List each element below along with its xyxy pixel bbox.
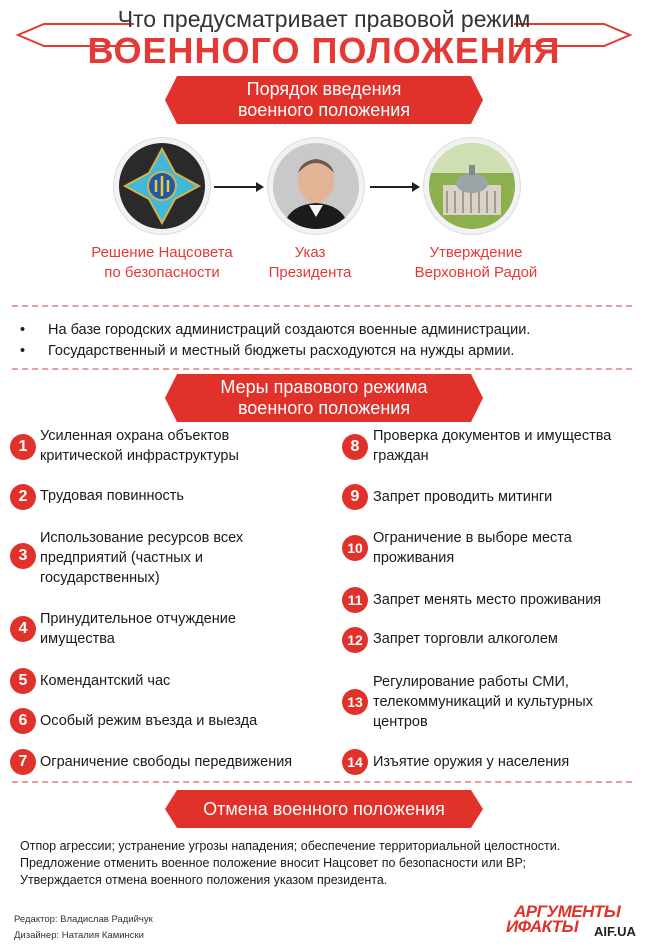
arrow-1 [214,180,264,198]
divider-2 [12,368,632,370]
number-badge: 6 [10,708,36,734]
banner-measures-line2: военного положения [237,398,411,418]
parliament-building [429,143,515,229]
number-badge: 5 [10,668,36,694]
step-parliament [424,138,520,234]
number-badge: 1 [10,434,36,460]
section-banner-measures [165,374,483,422]
emblem-icon [119,143,205,229]
number-badge: 8 [342,434,368,460]
number-badge: 14 [342,749,368,775]
bullet-2: • Государственный и местный бюджеты расходуются на нужды армии. [20,343,515,359]
number-badge: 3 [10,543,36,569]
logo-line2: ИФАКТЫ [506,917,579,936]
number-badge: 7 [10,749,36,775]
step-caption-2: Указ Президента [268,244,352,281]
banner-measures-line1: Меры правового режима [220,377,428,397]
step-president-portrait [268,138,364,234]
step-caption-3: Утверждение Верховной Радой [414,244,538,281]
banner-intro-line1: Порядок введения [246,79,402,99]
bullet-1: • На базе городских администраций создаются военные администрации. [20,322,531,338]
president-portrait [273,143,359,229]
number-badge: 4 [10,616,36,642]
number-badge: 10 [342,535,368,561]
aif-logo [504,902,638,944]
page-title-line1: Что предусматривает правовой режим [117,6,531,32]
divider-3 [12,781,632,783]
banner-intro-line2: военного положения [237,100,411,120]
number-badge: 11 [342,587,368,613]
logo-line1: АРГУМЕНТЫ [514,902,621,921]
footer-text: Отпор агрессии; устранение угрозы нападения; обеспечение территориальной целостности. Предложение отменить военное положение вносит Нацсовет по безопасности или ВР; Утверждается отмена военного положения указом президента. [20,839,561,887]
number-badge: 9 [342,484,368,510]
step-nsdc-emblem [114,138,210,234]
logo-site: AIF.UA [594,924,636,939]
credit-editor: Редактор: Владислав Радийчук [14,914,153,925]
divider-1 [12,305,632,307]
arrow-2 [370,180,420,198]
credit-designer: Дизайнер: Наталия Камински [14,930,144,941]
number-badge: 12 [342,627,368,653]
section-banner-intro [165,76,483,124]
section-banner-cancel [165,790,483,828]
step-caption-1: Решение Нацсовета по безопасности [91,244,233,281]
page-title-line2: ВОЕННОГО ПОЛОЖЕНИЯ [87,30,561,71]
banner-cancel-label: Отмена военного положения [203,799,445,819]
number-badge: 13 [342,689,368,715]
number-badge: 2 [10,484,36,510]
